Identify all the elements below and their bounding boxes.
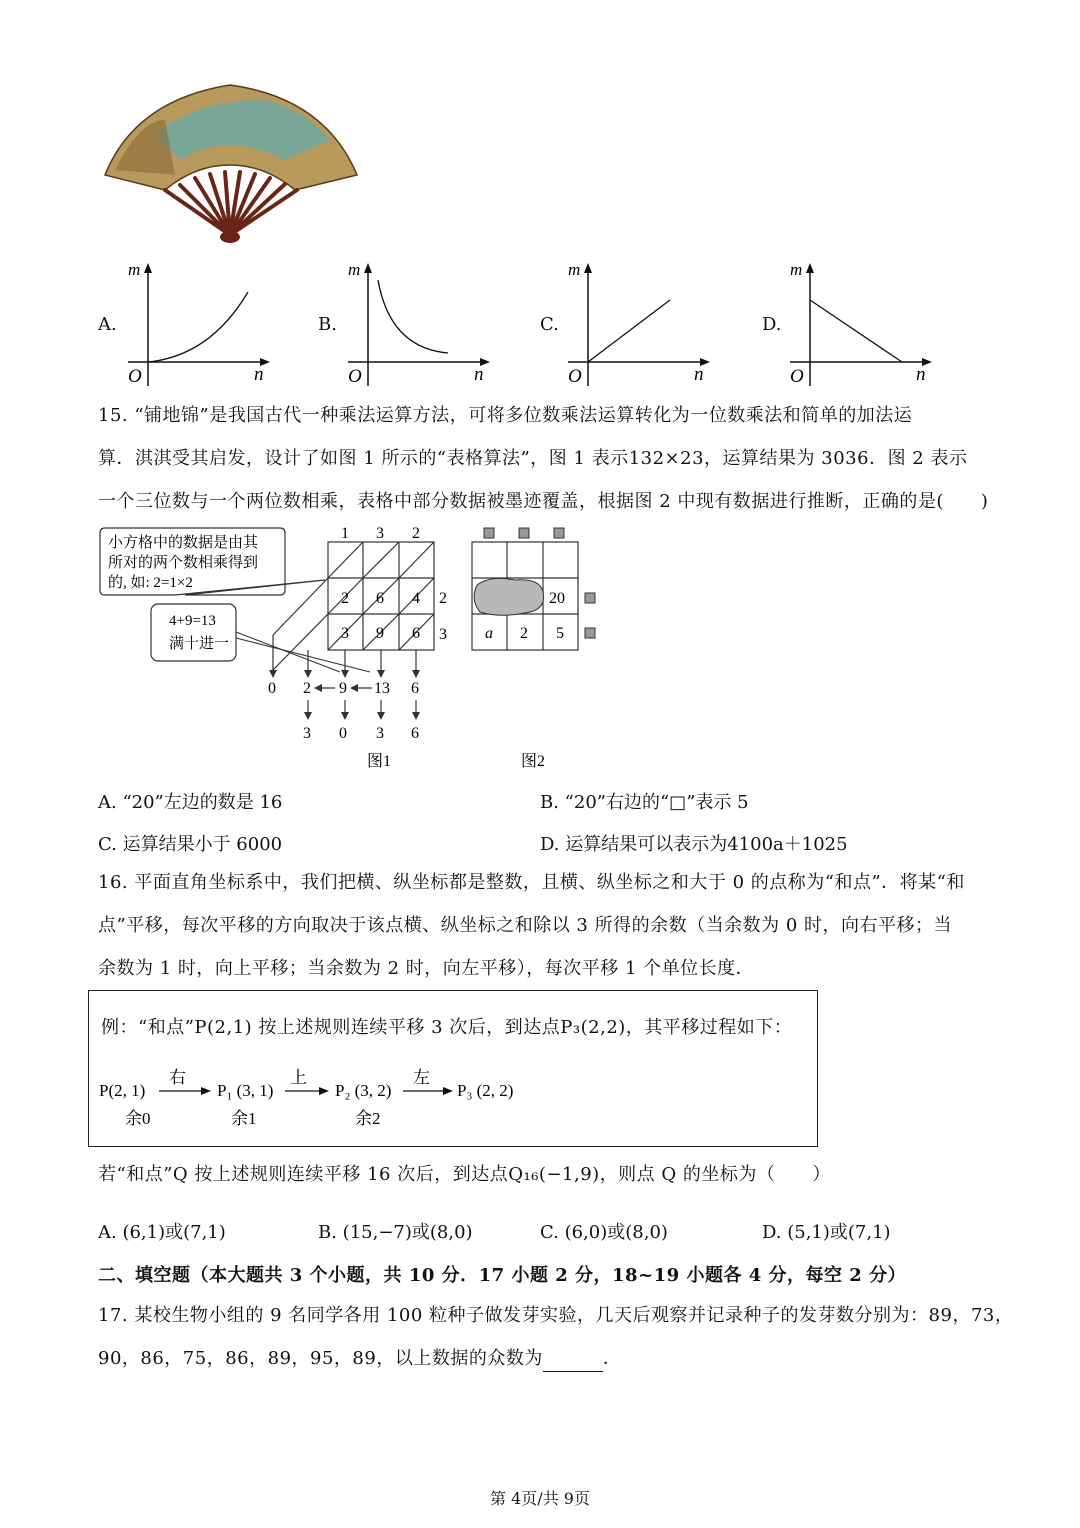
svg-text:左: 左: [413, 1068, 430, 1087]
graph-a: [120, 258, 280, 393]
svg-text:O: O: [790, 366, 804, 387]
q15-option-c[interactable]: C. 运算结果小于 6000: [98, 834, 283, 855]
translation-chain: [97, 1061, 557, 1131]
svg-text:n: n: [694, 364, 704, 385]
graph-c: [560, 258, 720, 393]
q16-line2: 点”平移，每次平移的方向取决于该点横、纵坐标之和除以 3 所得的余数（当余数为 0 时，向右平移；当: [98, 915, 952, 936]
callout1-line3: 的, 如: 2=1×2: [108, 575, 193, 591]
svg-text:余2: 余2: [355, 1109, 381, 1128]
svg-text:P₃ (2, 2): P₃ (2, 2): [457, 1081, 514, 1100]
svg-text:上: 上: [290, 1068, 307, 1087]
svg-text:m: m: [568, 260, 581, 279]
section2-heading: 二、填空题（本大题共 3 个小题，共 10 分．17 小题 2 分，18~19 小题各 4 分，每空 2 分）: [98, 1265, 907, 1286]
figure-2: [465, 520, 605, 775]
q15-option-a[interactable]: A. “20”左边的数是 16: [98, 792, 283, 813]
q15-line3: 一个三位数与一个两位数相乘，表格中部分数据被墨迹覆盖，根据图 2 中现有数据进行推断，正确的是( ): [98, 491, 989, 512]
svg-text:9: 9: [339, 680, 347, 697]
svg-text:O: O: [348, 366, 362, 387]
svg-text:13: 13: [374, 680, 390, 697]
q17-line2: 90，86，75，86，89，95，89，以上数据的众数为: [98, 1348, 543, 1369]
svg-text:m: m: [790, 260, 803, 279]
callout2-line2: 满十进一: [169, 636, 230, 652]
svg-text:O: O: [568, 366, 582, 387]
q17-line1: 17. 某校生物小组的 9 名同学各用 100 粒种子做发芽实验，几天后观察并记录种子的发芽数分别为：89，73，: [98, 1305, 1014, 1326]
svg-text:2: 2: [303, 680, 311, 697]
callout2-line1: 4+9=13: [169, 613, 216, 629]
svg-text:6: 6: [411, 680, 419, 697]
ink-blot: [474, 578, 543, 615]
svg-text:0: 0: [268, 680, 276, 697]
svg-text:n: n: [916, 364, 926, 385]
folding-fan-image: [95, 80, 365, 250]
svg-text:余0: 余0: [125, 1109, 151, 1128]
graph-d: [782, 258, 942, 393]
svg-text:3: 3: [303, 725, 311, 742]
q15-line2: 算．淇淇受其启发，设计了如图 1 所示的“表格算法”，图 1 表示132×23，运算结果为 3036．图 2 表示: [98, 448, 968, 469]
q16-question: 若“和点”Q 按上述规则连续平移 16 次后，到达点Q₁₆(−1,9)，则点 Q 的坐标为（ ）: [98, 1164, 831, 1185]
svg-text:4: 4: [412, 590, 420, 607]
q16-option-b[interactable]: B. (15,−7)或(8,0): [318, 1222, 473, 1243]
q16-line1: 16. 平面直角坐标系中，我们把横、纵坐标都是整数，且横、纵坐标之和大于 0 的点称为“和点”．将某“和: [98, 872, 965, 893]
fig2-20: 20: [549, 590, 565, 607]
figure-1: [95, 520, 475, 775]
svg-text:2: 2: [412, 525, 420, 542]
svg-text:6: 6: [412, 625, 420, 642]
q15-line1: 15. “铺地锦”是我国古代一种乘法运算方法，可将多位数乘法运算转化为一位数乘法和简单的加法运: [98, 405, 913, 426]
svg-text:0: 0: [339, 725, 347, 742]
svg-text:1: 1: [341, 525, 349, 542]
q15-option-d[interactable]: D. 运算结果可以表示为4100a＋1025: [540, 834, 848, 855]
q16-option-d[interactable]: D. (5,1)或(7,1): [762, 1222, 891, 1243]
svg-text:3: 3: [376, 725, 384, 742]
q16-option-a[interactable]: A. (6,1)或(7,1): [98, 1222, 226, 1243]
svg-text:余1: 余1: [231, 1109, 257, 1128]
svg-text:P(2, 1): P(2, 1): [99, 1081, 146, 1100]
fig2-caption: 图2: [521, 753, 546, 770]
page-footer: 第 4页/共 9页: [490, 1489, 590, 1508]
svg-text:右: 右: [169, 1068, 186, 1087]
svg-text:3: 3: [341, 625, 349, 642]
axis-n: n: [254, 364, 264, 385]
origin: O: [128, 366, 142, 387]
callout1-line1: 小方格中的数据是由其: [108, 535, 259, 551]
svg-text:m: m: [348, 260, 361, 279]
q16-line3: 余数为 1 时，向上平移；当余数为 2 时，向左平移），每次平移 1 个单位长度．: [98, 958, 755, 979]
q15-option-b[interactable]: B. “20”右边的“□”表示 5: [540, 792, 749, 813]
svg-text:5: 5: [556, 625, 564, 642]
option-a-label: A.: [98, 314, 117, 335]
svg-text:n: n: [474, 364, 484, 385]
svg-text:P₂ (3, 2): P₂ (3, 2): [335, 1081, 392, 1100]
q17-line2-wrap: 90，86，75，86，89，95，89，以上数据的众数为 ．: [98, 1346, 621, 1372]
svg-text:6: 6: [411, 725, 419, 742]
callout1-line2: 所对的两个数相乘得到: [108, 555, 259, 571]
svg-text:2: 2: [439, 590, 447, 607]
svg-text:2: 2: [520, 625, 528, 642]
option-b-label: B.: [318, 314, 337, 335]
graph-b: [340, 258, 500, 393]
option-d-label: D.: [762, 314, 782, 335]
svg-text:3: 3: [376, 525, 384, 542]
svg-text:P₁ (3, 1): P₁ (3, 1): [217, 1081, 274, 1100]
example-box: [88, 990, 818, 1147]
option-c-label: C.: [540, 314, 559, 335]
example-line: 例：“和点”P(2,1) 按上述规则连续平移 3 次后，到达点P₃(2,2)，其平移过程如下：: [101, 1017, 793, 1038]
svg-text:3: 3: [439, 626, 447, 643]
axis-m: m: [128, 260, 141, 279]
svg-text:9: 9: [376, 625, 384, 642]
q17-answer-blank[interactable]: [543, 1353, 603, 1372]
fig1-caption: 图1: [367, 753, 392, 770]
svg-text:6: 6: [376, 590, 384, 607]
fig2-a: a: [485, 625, 493, 642]
q16-option-c[interactable]: C. (6,0)或(8,0): [540, 1222, 668, 1243]
svg-text:2: 2: [341, 590, 349, 607]
